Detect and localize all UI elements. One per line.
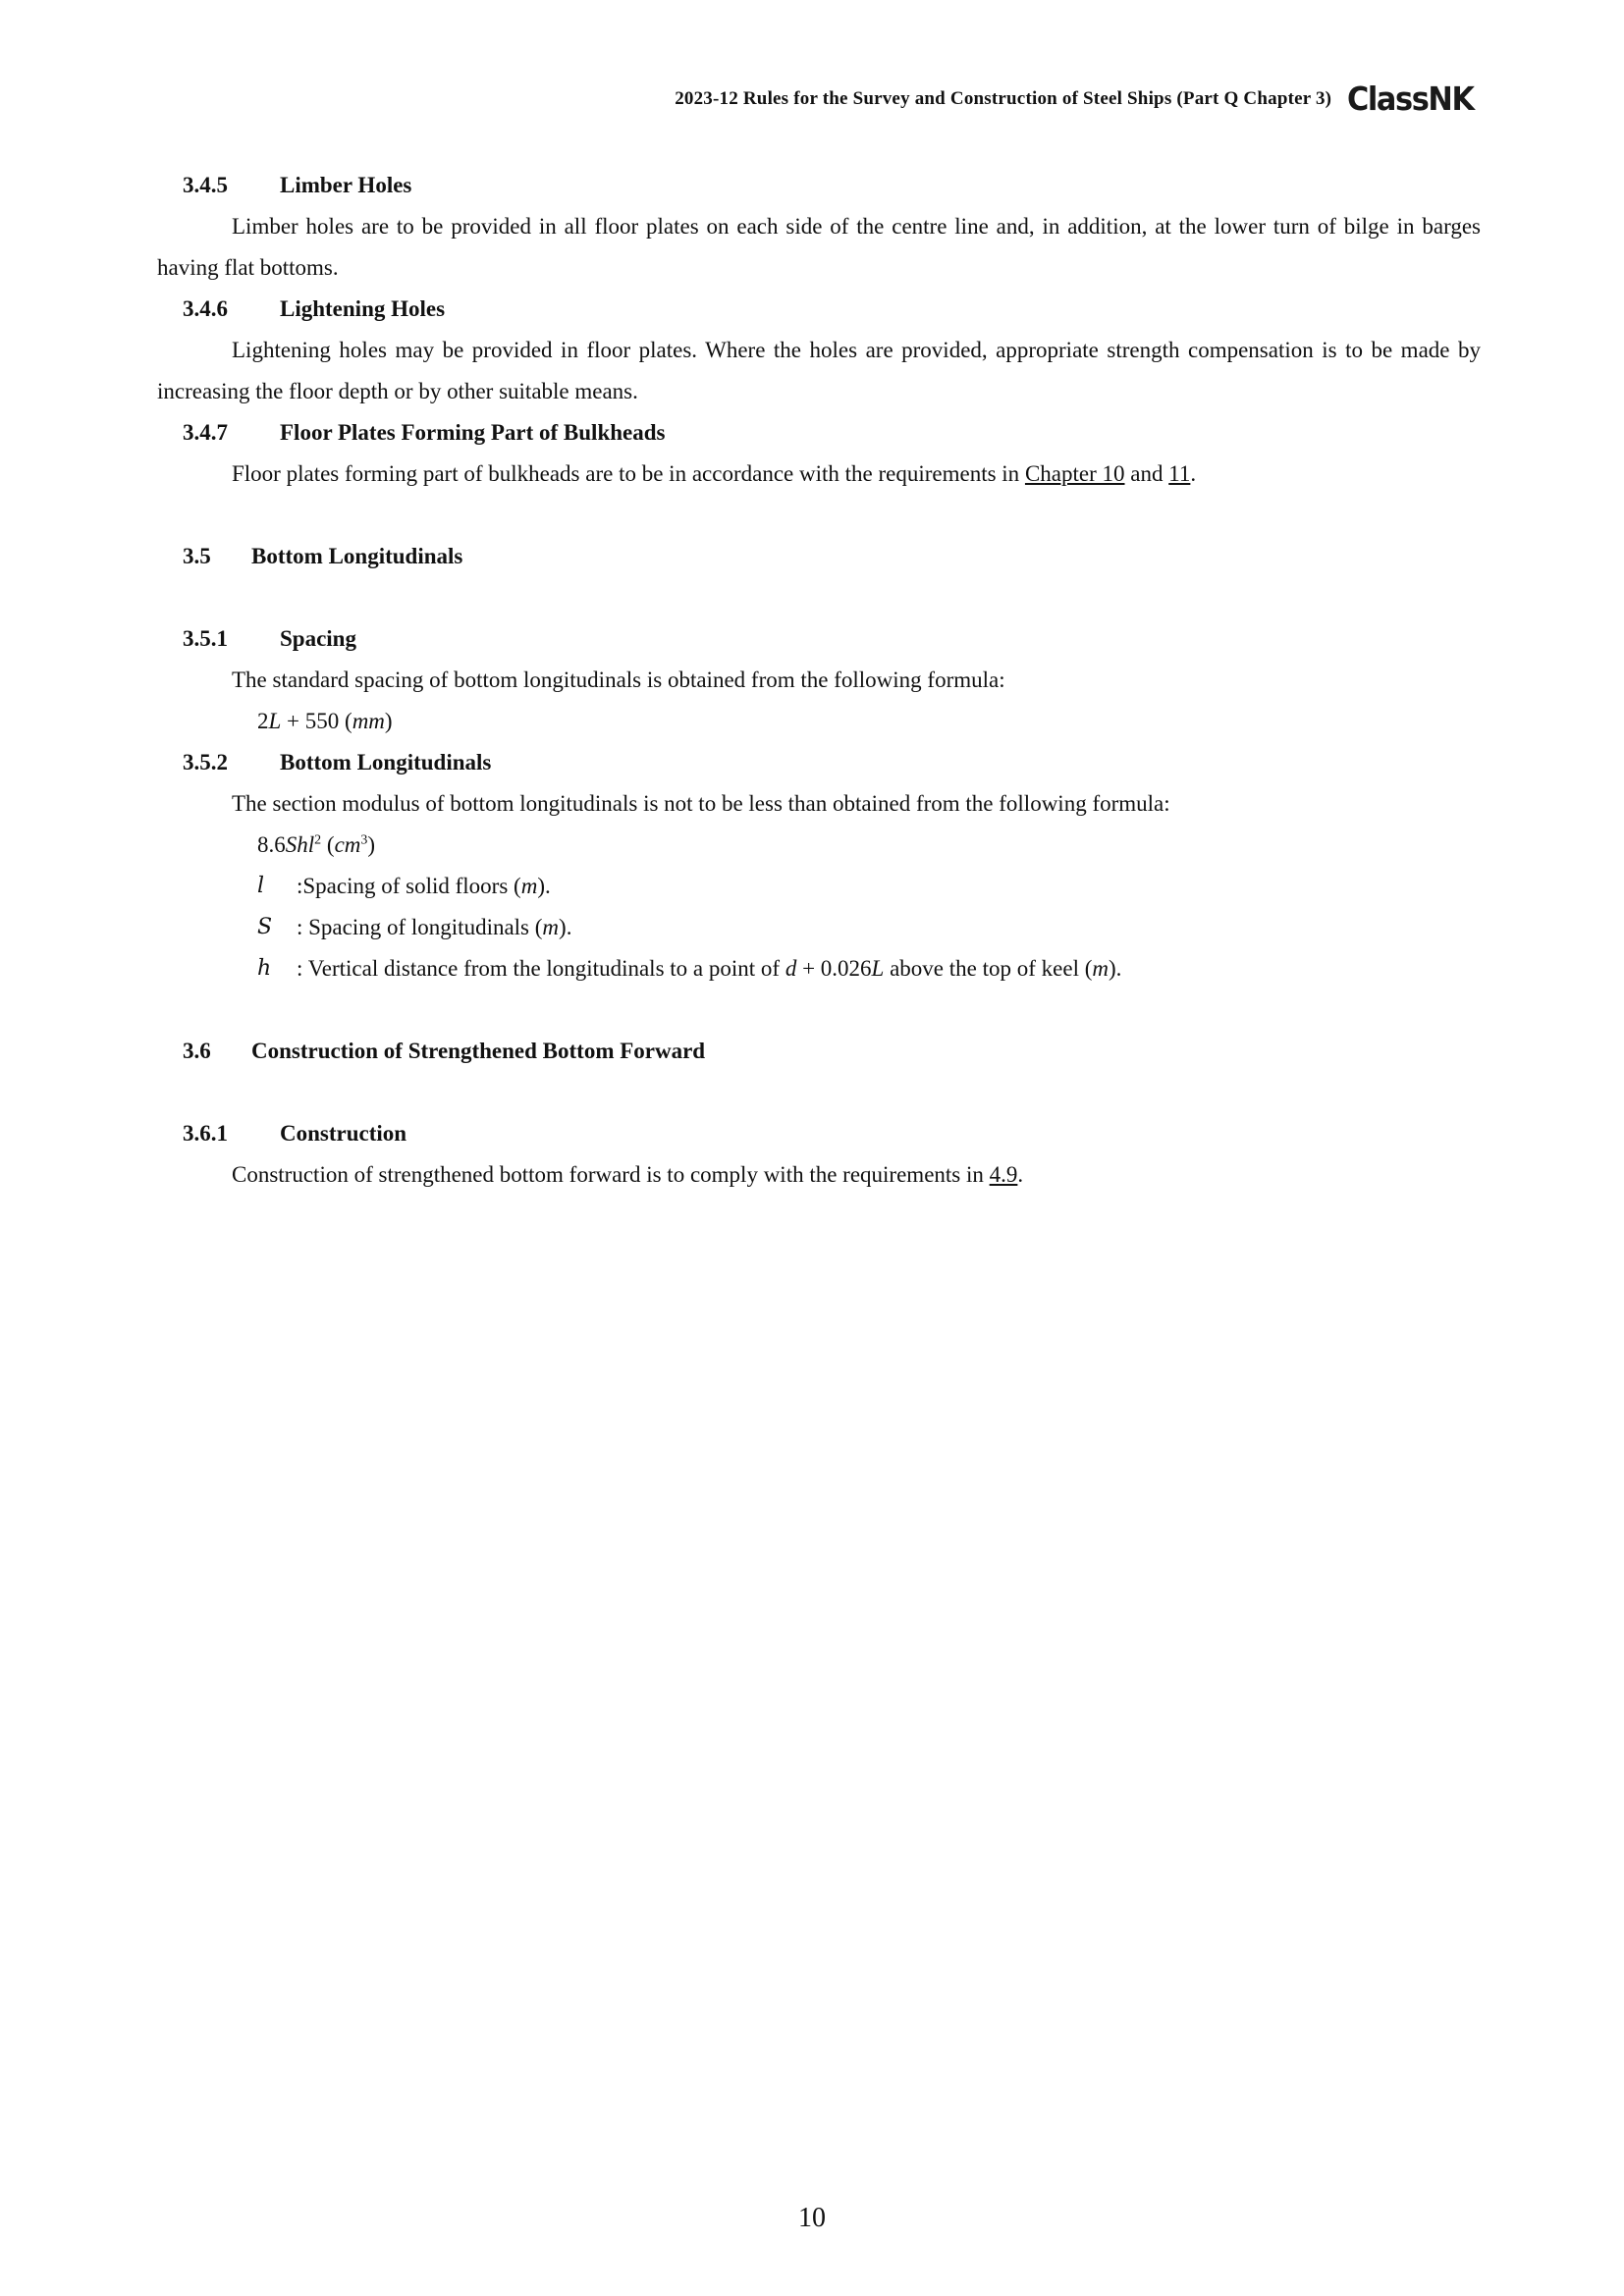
section-number: 3.5.2 bbox=[183, 750, 228, 774]
formula-unit: mm bbox=[352, 709, 385, 733]
text: : Spacing of longitudinals ( bbox=[297, 915, 543, 939]
paragraph-floor-plates bbox=[157, 454, 1481, 495]
paragraph-section-modulus: The section modulus of bottom longitudinals is not to be less than obtained from the following formula: bbox=[232, 791, 1170, 816]
classnk-logo: ClassNK bbox=[1347, 80, 1474, 118]
section-title: Limber Holes bbox=[280, 173, 412, 197]
definition-text bbox=[297, 948, 1121, 989]
formula-text: ) bbox=[384, 709, 393, 733]
definition-symbol: h bbox=[257, 956, 272, 981]
variable: L bbox=[871, 956, 885, 981]
section-title: Construction of Strengthened Bottom Forward bbox=[251, 1039, 706, 1063]
text: ). bbox=[559, 915, 572, 939]
section-title: Lightening Holes bbox=[280, 296, 446, 321]
formula-coefficient: 2 bbox=[257, 709, 269, 733]
heading-3-5 bbox=[157, 536, 1481, 577]
section-number: 3.4.5 bbox=[183, 173, 228, 197]
spacer bbox=[157, 495, 1481, 536]
section-number: 3.4.7 bbox=[183, 420, 228, 445]
section-title: Bottom Longitudinals bbox=[280, 750, 492, 774]
definition-text bbox=[297, 907, 571, 948]
text: . bbox=[1017, 1162, 1024, 1187]
text: : Vertical distance from the longitudinals to a point of bbox=[297, 956, 785, 981]
paragraph-spacing: The standard spacing of bottom longitudinals is obtained from the following formula: bbox=[232, 667, 1005, 692]
unit: m bbox=[542, 915, 560, 939]
document-body bbox=[157, 165, 1481, 1196]
formula-text: ) bbox=[367, 832, 376, 857]
definition-symbol: l bbox=[257, 874, 265, 898]
formula-variable: Shl bbox=[285, 832, 315, 857]
text: ). bbox=[1109, 956, 1122, 981]
text: :Spacing of solid floors ( bbox=[297, 874, 521, 898]
formula-text: + 550 ( bbox=[281, 709, 352, 733]
section-title: Spacing bbox=[280, 626, 356, 651]
heading-3-4-5 bbox=[157, 165, 1481, 206]
formula-exponent: 2 bbox=[314, 832, 322, 848]
definition-text bbox=[297, 866, 551, 907]
spacer bbox=[157, 577, 1481, 618]
text: and bbox=[1124, 461, 1169, 486]
paragraph-limber-holes: Limber holes are to be provided in all floor plates on each side of the centre line and, in addition, at the lower turn of bilge in barges having flat bottoms. bbox=[157, 214, 1481, 280]
section-number: 3.6.1 bbox=[183, 1121, 228, 1146]
section-number: 3.5 bbox=[183, 544, 211, 568]
heading-3-4-7 bbox=[157, 412, 1481, 454]
text: Floor plates forming part of bulkheads are to be in accordance with the requirements in bbox=[232, 461, 1025, 486]
page-number: 10 bbox=[798, 2203, 826, 2233]
page-header bbox=[675, 80, 1485, 118]
heading-3-6-1 bbox=[157, 1113, 1481, 1154]
section-title: Bottom Longitudinals bbox=[251, 544, 463, 568]
formula-section-modulus bbox=[157, 825, 1481, 866]
heading-3-5-1 bbox=[157, 618, 1481, 660]
text: Construction of strengthened bottom forward is to comply with the requirements in bbox=[232, 1162, 990, 1187]
section-title: Floor Plates Forming Part of Bulkheads bbox=[280, 420, 666, 445]
formula-coefficient: 8.6 bbox=[257, 832, 286, 857]
unit: m bbox=[520, 874, 538, 898]
formula-unit: cm bbox=[334, 832, 361, 857]
section-number: 3.5.1 bbox=[183, 626, 228, 651]
text: + 0.026 bbox=[796, 956, 872, 981]
heading-3-4-6 bbox=[157, 289, 1481, 330]
section-title: Construction bbox=[280, 1121, 407, 1146]
formula-text: ( bbox=[321, 832, 335, 857]
text: ). bbox=[537, 874, 551, 898]
section-number: 3.4.6 bbox=[183, 296, 228, 321]
spacer bbox=[157, 989, 1481, 1031]
header-title: 2023-12 Rules for the Survey and Construction of Steel Ships (Part Q Chapter 3) bbox=[675, 87, 1332, 109]
heading-3-6 bbox=[157, 1031, 1481, 1072]
formula-spacing bbox=[157, 701, 1481, 742]
text: above the top of keel ( bbox=[884, 956, 1093, 981]
section-number: 3.6 bbox=[183, 1039, 211, 1063]
paragraph-construction bbox=[157, 1154, 1481, 1196]
formula-unit-exponent: 3 bbox=[360, 832, 368, 848]
link-chapter-10[interactable]: Chapter 10 bbox=[1024, 461, 1125, 486]
spacer bbox=[157, 1072, 1481, 1113]
variable: d bbox=[785, 956, 797, 981]
text: . bbox=[1190, 461, 1197, 486]
unit: m bbox=[1092, 956, 1109, 981]
definition-symbol: S bbox=[257, 915, 273, 939]
link-4-9[interactable]: 4.9 bbox=[989, 1162, 1018, 1187]
link-chapter-11[interactable]: 11 bbox=[1168, 461, 1191, 486]
definition-h bbox=[157, 948, 1481, 989]
paragraph-lightening-holes: Lightening holes may be provided in floor plates. Where the holes are provided, appropriate strength compensation is to be made by increasing the floor depth or by other suitable means. bbox=[157, 338, 1481, 403]
formula-variable: L bbox=[268, 709, 282, 733]
definition-l bbox=[157, 866, 1481, 907]
definition-s bbox=[157, 907, 1481, 948]
heading-3-5-2 bbox=[157, 742, 1481, 783]
